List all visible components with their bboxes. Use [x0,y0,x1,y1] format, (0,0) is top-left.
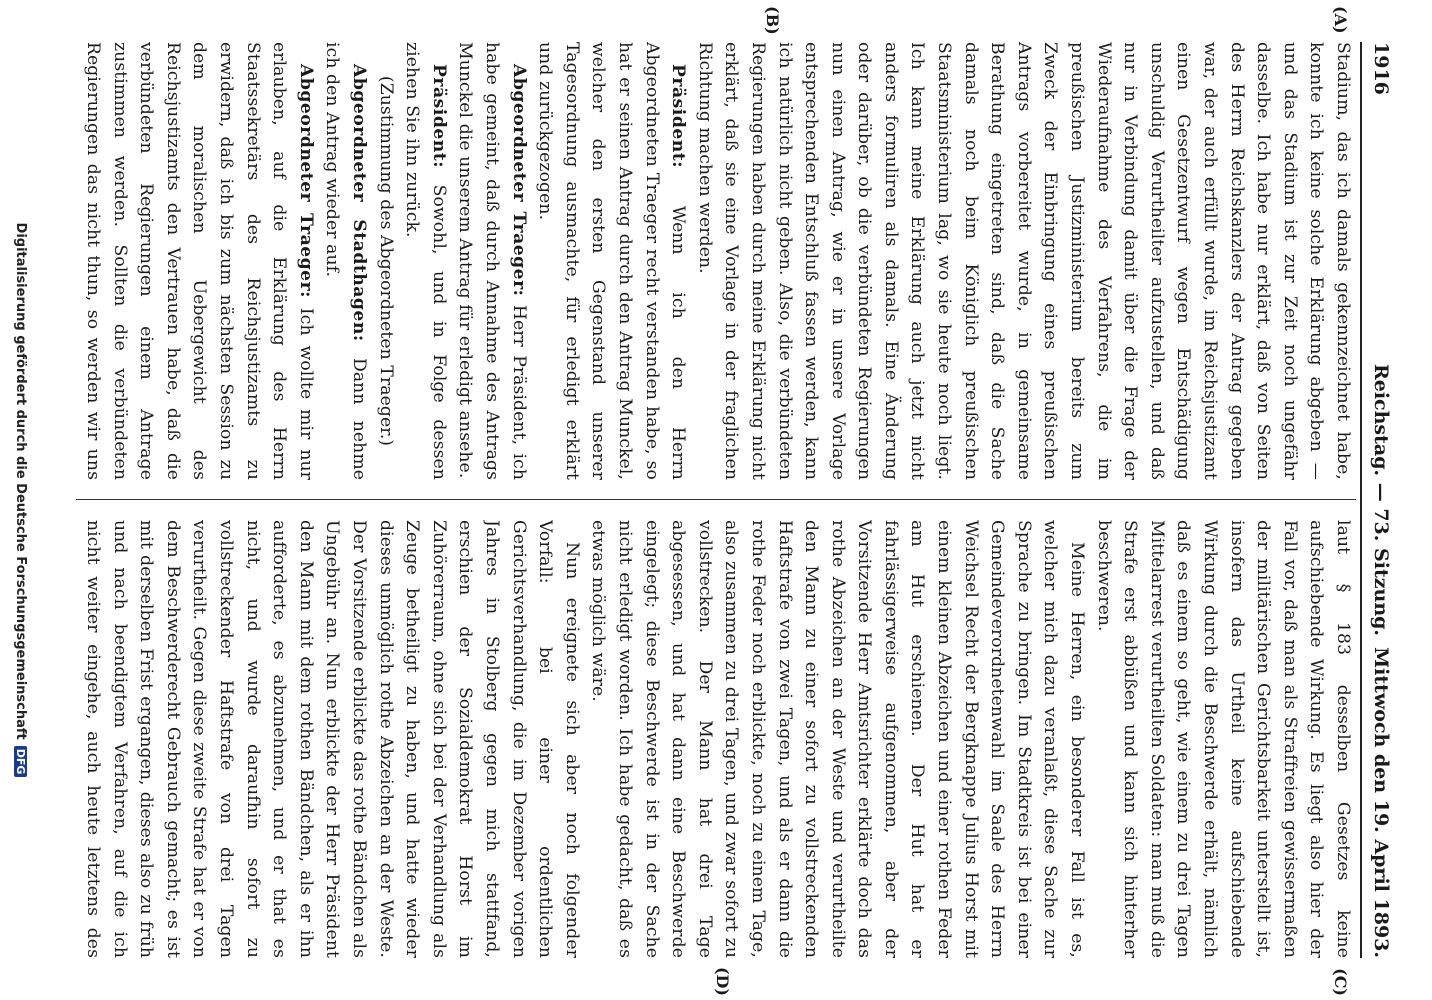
column-divider [76,499,1356,500]
page-title: Reichstag. — 73. Sitzung. [1370,363,1392,637]
paragraph [532,42,692,480]
paragraph [319,42,372,480]
paragraph-text: Stadium, das ich damals gekennzeichnet habe, konnte ich keine solche Erklärung abgeben — und das Stadium ist zur Zeit noch ungefähr dasselbe. Ich habe nur erklärt, daß von Seiten des Herrn Reichskanzlers der Antrag gegeben war, der auch erfüllt wurde, im Reichsjustizamt einen Gesetzentwurf wegen Entschädigung unschuldig Verurtheilter aufzustellen, und daß nur in Verbindung damit über die Frage der Wiederaufnahme des Verfahrens, die im preußischen Justizministerium bereits zum Zweck der Einbringung eines preußischen Antrags vorbereitet wurde, in gemeinsame Berathung eingetreten sind, daß die Sache damals noch beim Königlich preußischen Staatsministerium lag, wo sie heute noch liegt. Ich kann meine Erklärung auch jetzt nicht anders formuliren als damals. Eine Änderung oder darüber, ob die verbündeten Regierungen nun einen Antrag, wie er in unsere Vorlage entsprechenden Entschluß fassen werden, kann ich natürlich nicht geben. Also, die verbündeten Regierungen haben durch meine Erklärung nicht erklärt, daß sie eine Vorlage in der fraglichen Richtung machen werden. [694,42,1353,480]
margin-marker-c: (C) [1331,968,1350,996]
speaker-name: Abgeordneter Traeger: [295,64,316,299]
paragraph-text: Meine Herren, ein besonderer Fall ist es, welcher mich dazu veranlaßt, diese Sache zur Sprache zu bringen. Im Stadtkreis ist bei einer Gemeindeverordnetenwahl im Saale des Herrn Weichsel Recht der Bergknappe Julius Horst mit einem kleinen Abzeichen und einer rothen Feder am Hut erschienen. Der Hut hat er fahrlässigerweise aufgenommen, aber der Vorsitzende Herr Amtsrichter erklärte doch das rothe Abzeichen an der Weste und verurtheilte den Mann zu einer sofort zu vollstreckenden Haftstrafe von zwei Tagen, und als er dann die rothe Feder noch erblickte, noch zu einem Tage, also zusammen zu drei Tagen, und zwar sofort zu vollstrecken. Der Mann hat drei Tage abgesessen, und hat dann eine Beschwerde eingelegt; diese Beschwerde ist in der Sache nicht erledigt worden. Ich habe gedacht, daß es etwas möglich wäre. [588,520,1088,958]
session-date: Mittwoch den 19. April 1893. [1370,647,1392,958]
margin-marker-b: (B) [763,6,782,35]
paragraph-text: Herr Präsident, ich habe gemeint, daß durch Annahme des Antrags Munckel die unserem Antrag für erledigt ansehe. [455,42,529,480]
margin-marker-a: (A) [1331,6,1350,34]
paragraph-text: Ich wollte mir nur erlauben, auf die Erklärung des Herrn Staatssekretärs des Reichsjustizamts zu erwidern, daß ich bis zum nächsten Session zu dem moralischen Uebergewicht des Reichsjustizamts den Vertrauen habe, daß die verbündeten Regierungen einem Antrage zustimmen werden. Sollten die verbündeten Regierungen das nicht thun, so werden wir uns [83,42,316,480]
paragraph [585,520,1090,958]
dfg-logo: DFG [14,746,27,778]
paragraph-text: laut § 183 desselben Gesetzes keine aufschiebende Wirkung. Es liegt also hier der Fall vor, daß man als Straffreien gewissermaßen der militärischen Gerichtsbarkeit unterstellt ist, insofern das Urtheil keine aufschiebende Wirkung durch die Beschwerde erhält, nämlich daß es einem so geht, wie einem zu drei Tagen Mittelarrest verurtheilten Soldaten: man muß die Strafe erst abbüßen und kann sich hinterher beschweren. [1093,520,1353,958]
left-column [76,42,1356,480]
paragraph [399,42,452,480]
speaker-name: Präsident: [428,64,449,169]
paragraph-text: Wenn ich den Herrn Abgeordneten Traeger recht verstanden habe, so hat er seinen Antrag durch den Antrag Munckel, welcher den ersten Gegenstand unserer Tagesordnung ausmachte, für erledigt erklärt und zurückgezogen. [535,42,689,480]
text-columns [76,42,1356,958]
paragraph [76,42,319,480]
paragraph [691,42,1356,480]
page-number: 1916 [1370,42,1392,95]
speaker-name: Abgeordneter Stadthagen: [349,64,370,342]
paragraph [1090,520,1356,958]
paragraph-text: Nun ereignete sich aber noch folgender Vorfall: bei einer ordentlichen Gerichtsverhandlung, die im Dezember vorigen Jahres in Stolberg gegen mich stattfand, erschien der Sozialdemokrat Horst im Zuhörerraum, ohne sich bei der Verhandlung als Zeuge betheiligt zu haben, und hatte wieder dieses unmöglich rothe Abzeichen an der Weste. Der Vorsitzende erblickte das rothe Bändchen als Ungebühr an. Nun erblickte der Herr Präsident den Mann mit dem rothen Bändchen, als er ihn aufforderte, es abzunehmen, und er that es nicht, und wurde daraufhin sofort zu vollstreckender Haftstrafe von drei Tagen verurtheilt. Gegen diese zweite Strafe hat er von dem Beschwerderecht Gebrauch gemacht; es ist mit derselben Frist ergangen, dieses also zu früh und nach beendigtem Verfahren, auf die ich nicht weiter eingehe, auch heute letztens des [83,520,582,958]
page-header [1360,42,1394,958]
paragraph [76,520,585,958]
speaker-name: Abgeordneter Traeger: [508,64,529,297]
digitization-credit [13,0,28,1000]
right-column [76,520,1356,958]
paragraph-text: (Zustimmung des Abgeordneten Traeger.) [375,75,396,447]
credit-text: Digitalisierung gefördert durch die Deutsche Forschungsgemeinschaft [13,222,28,740]
paragraph [452,42,532,480]
paragraph-text: Sowohl, und in Folge dessen ziehen Sie ihn zurück. [402,42,449,480]
paragraph-text: Dann nehme ich den Antrag wieder auf. [322,42,370,480]
margin-marker-d: (D) [713,966,732,996]
speaker-name: Präsident: [668,64,689,169]
paragraph [372,42,399,480]
